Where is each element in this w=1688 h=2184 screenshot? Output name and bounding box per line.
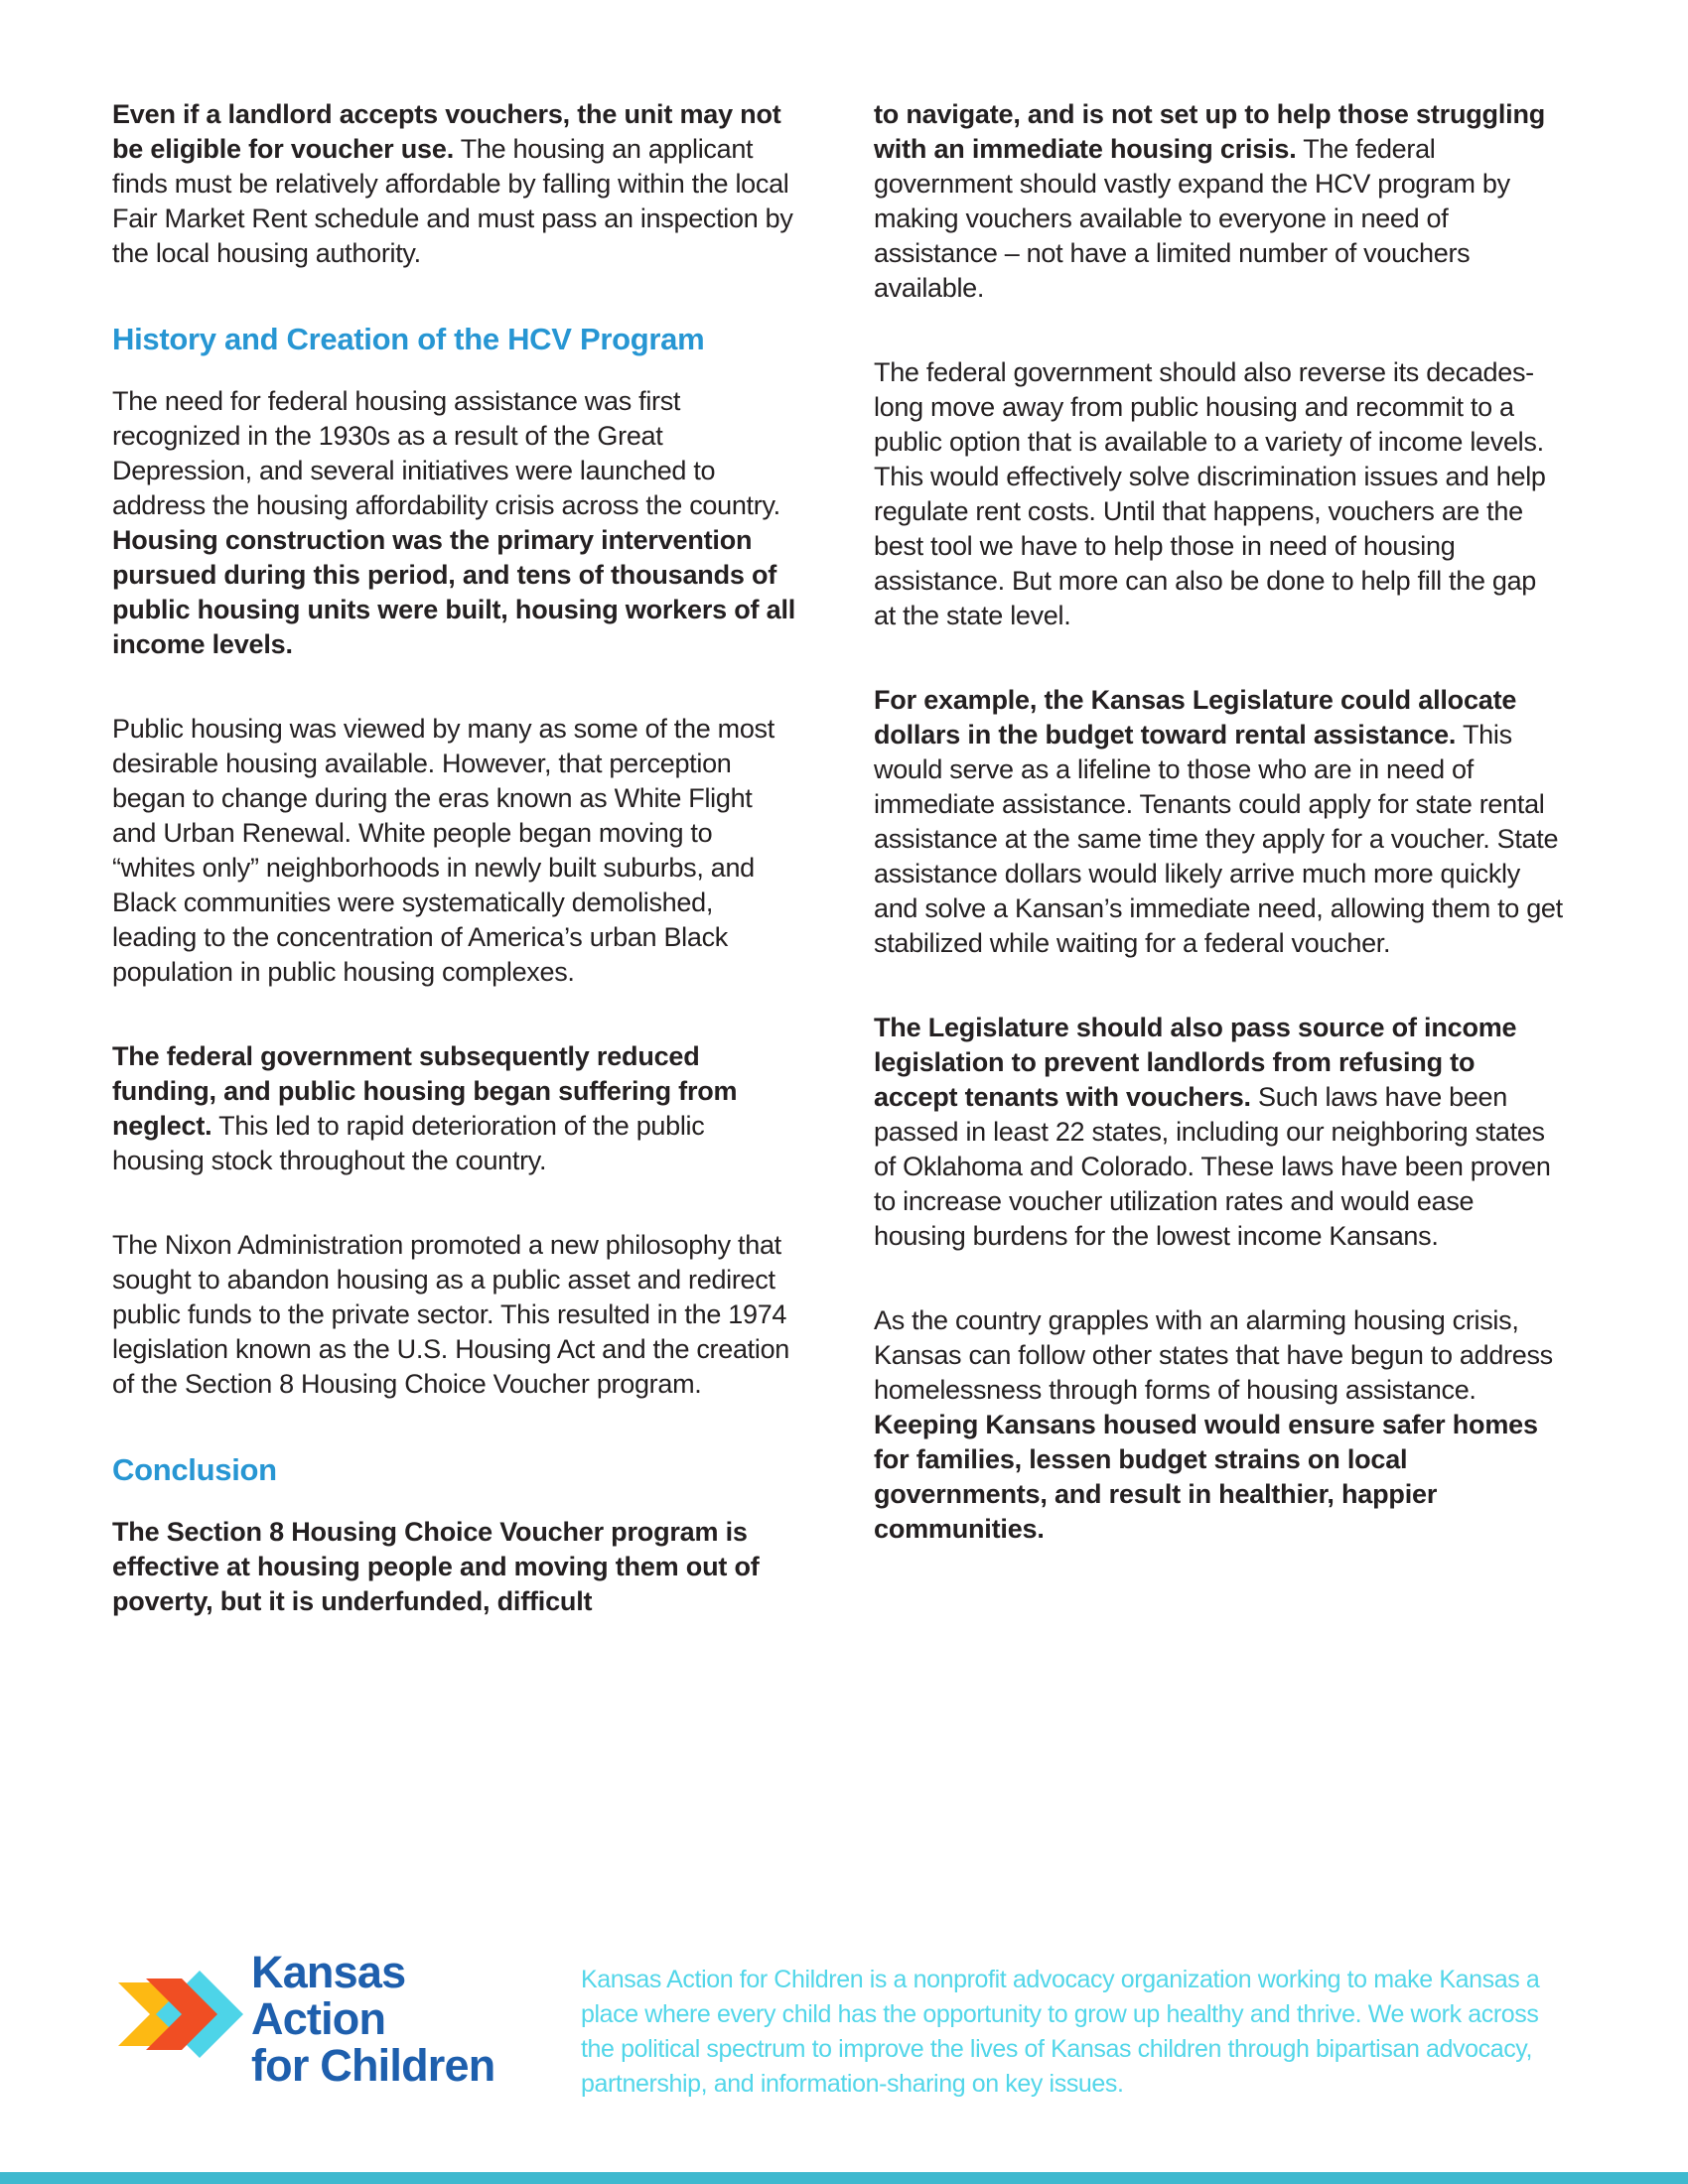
text-segment: The need for federal housing assistance was first recognized in the 1930s as a result of the Great Depression, and several initiatives were launched to address the housing affordability crisis across the country. [112,386,780,520]
text-segment: to navigate, and is not set up to help those struggling with an immediate housing crisis. [874,99,1546,164]
text-segment: The Nixon Administration promoted a new philosophy that sought to abandon housing as a public asset and redirect public funds to the private sector. This resulted in the 1974 legislation known as the U.S. Housing Act and the creation of the Section 8 Housing Choice Voucher program. [112,1230,790,1399]
footer-accent-bar [0,2172,1688,2184]
text-segment: The Section 8 Housing Choice Voucher program is effective at housing people and moving them out of poverty, but it is underfunded, difficult [112,1517,760,1616]
paragraph [112,1039,797,1178]
section-heading: History and Creation of the HCV Program [112,322,705,356]
paragraph [874,683,1564,961]
kac-logo-mark-icon [112,1951,243,2082]
left-column [112,97,797,1669]
paragraph [112,1228,797,1402]
logo-wordmark [251,1949,494,2089]
text-segment: As the country grapples with an alarming housing crisis, Kansas can follow other states that have begun to address homelessness through forms of housing assistance. [874,1305,1553,1405]
logo-text-line2: Action [251,1993,386,2044]
paragraph [112,1515,797,1619]
section-heading: Conclusion [112,1452,277,1487]
text-segment: Even if a landlord accepts vouchers, the unit may not be eligible for voucher use. [112,99,781,164]
paragraph [874,97,1564,306]
text-segment: The federal government subsequently reduced funding, and public housing began suffering from neglect. [112,1041,738,1141]
text-segment: Housing construction was the primary intervention pursued during this period, and tens of thousands of public housing units were built, housing workers of all income levels. [112,525,796,659]
logo-text-line3: for Children [251,2040,495,2091]
page-footer [0,1941,1688,2129]
text-segment: This would serve as a lifeline to those who are in need of immediate assistance. Tenants could apply for state rental assistance at the same time they apply for a voucher. State assistance dollars would likely arrive much more quickly and solve a Kansan’s immediate need, allowing them to get stabilized while waiting for a federal voucher. [874,720,1563,958]
paragraph [112,712,797,990]
right-column [874,97,1564,1596]
paragraph [112,97,797,271]
text-segment: The federal government should vastly expand the HCV program by making vouchers available to everyone in need of assistance – not have a limited number of vouchers available. [874,134,1510,303]
paragraph [874,1303,1564,1547]
logo-text-line1: Kansas [251,1947,406,1997]
paragraph [874,355,1564,633]
footer-about-text: Kansas Action for Children is a nonprofit advocacy organization working to make Kansas a place where every child has the opportunity to grow up healthy and thrive. We work across the political spectrum to improve the lives of Kansas children through bipartisan advocacy, partnership, and information-sharing on key issues. [581,1966,1540,2098]
text-segment: This led to rapid deterioration of the public housing stock throughout the country. [112,1111,705,1175]
text-segment: The Legislature should also pass source of income legislation to prevent landlords from refusing to accept tenants with vouchers. [874,1013,1517,1112]
text-segment: The housing an applicant finds must be relatively affordable by falling within the local Fair Market Rent schedule and must pass an inspection by the local housing authority. [112,134,793,268]
paragraph [874,1011,1564,1254]
kac-logo [112,1949,579,2098]
text-segment: Public housing was viewed by many as some of the most desirable housing available. However, that perception began to change during the eras known as White Flight and Urban Renewal. White people began moving to “whites only” neighborhoods in newly built suburbs, and Black communities were systematically demolished, leading to the concentration of America’s urban Black population in public housing complexes. [112,714,774,987]
text-segment: Keeping Kansans housed would ensure safer homes for families, lessen budget strains on local governments, and result in healthier, happier communities. [874,1410,1538,1544]
text-segment: The federal government should also reverse its decades-long move away from public housing and recommit to a public option that is available to a variety of income levels. This would effectively solve discrimination issues and help regulate rent costs. Until that happens, vouchers are the best tool we have to help those in need of housing assistance. But more can also be done to help fill the gap at the state level. [874,357,1546,630]
text-segment: Such laws have been passed in least 22 states, including our neighboring states of Oklahoma and Colorado. These laws have been proven to increase voucher utilization rates and would ease housing burdens for the lowest income Kansans. [874,1082,1551,1251]
paragraph [112,384,797,662]
text-segment: For example, the Kansas Legislature could allocate dollars in the budget toward rental assistance. [874,685,1517,750]
